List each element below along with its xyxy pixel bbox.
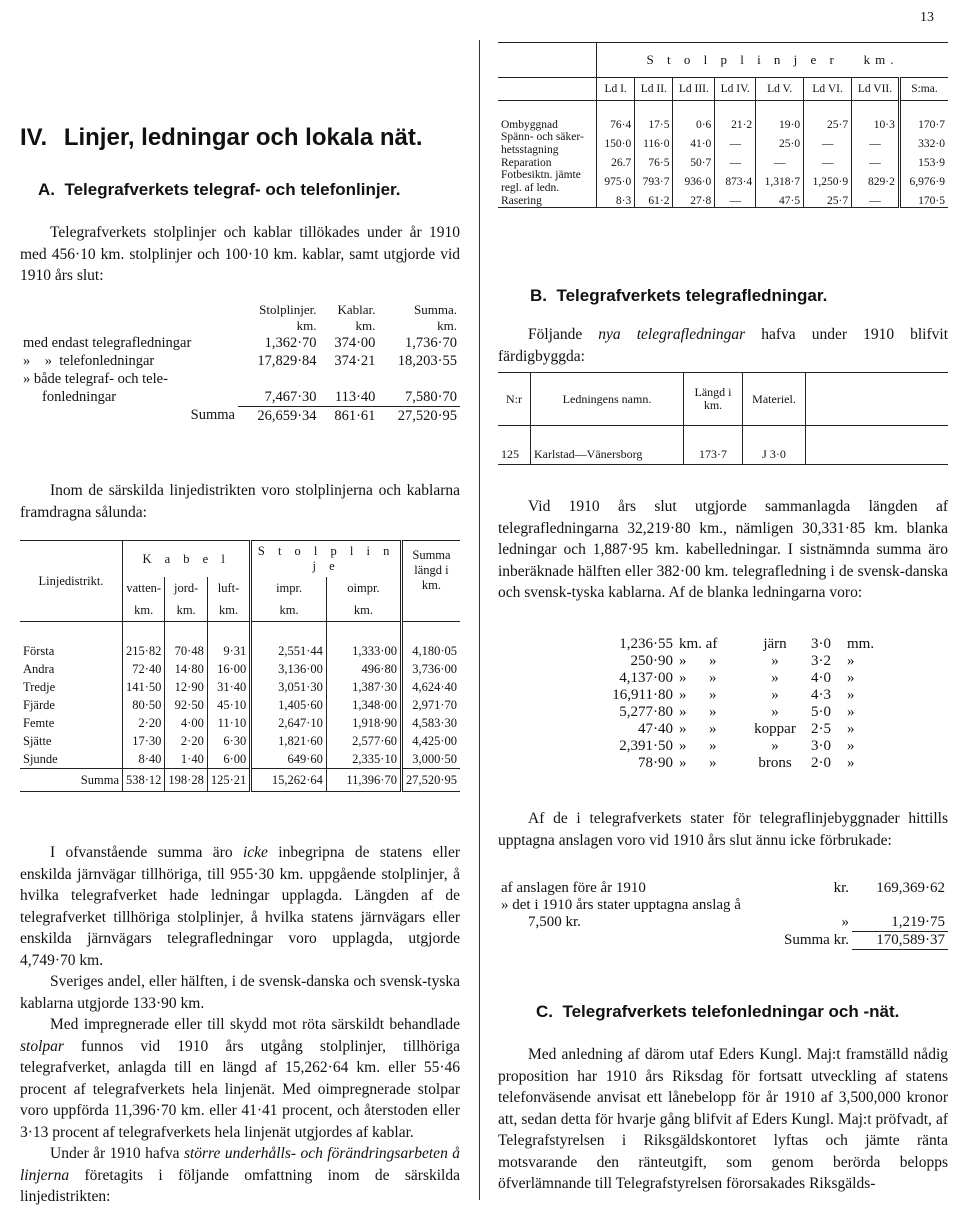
maintenance-row-label: Rasering xyxy=(501,195,542,207)
district-cell: 72·40 xyxy=(123,660,165,678)
district-cell: 2,971·70 xyxy=(401,696,460,714)
summary-table xyxy=(20,302,460,425)
wire-unit: » » xyxy=(679,704,717,720)
maintenance-cell: 793·7 xyxy=(635,169,673,195)
maintenance-cell: 27·8 xyxy=(673,195,715,208)
maintenance-cell: 116·0 xyxy=(635,131,673,157)
maintenance-cell: — xyxy=(715,131,756,157)
district-cell: 3,051·30 xyxy=(251,678,327,696)
district-cell: 80·50 xyxy=(123,696,165,714)
summary-total: 26,659·34 xyxy=(238,407,320,426)
maintenance-row-label: Ombyggnad xyxy=(501,119,558,131)
maintenance-cell: 26.7 xyxy=(597,157,635,169)
unit-header: km. xyxy=(251,599,327,622)
district-cell: 17·30 xyxy=(123,732,165,750)
district-cell: 4,624·40 xyxy=(401,678,460,696)
maintenance-cell: 19·0 xyxy=(756,119,804,131)
district-cell: 2,551·44 xyxy=(251,642,327,660)
district-name: Andra xyxy=(23,661,55,676)
district-total: 538·12 xyxy=(123,769,165,792)
wire-length: 16,911·80 xyxy=(612,687,673,703)
new-lines-cell: 173·7 xyxy=(684,444,743,465)
maintenance-table xyxy=(498,42,948,208)
district-cell: 215·82 xyxy=(123,642,165,660)
wire-unit: » » xyxy=(679,755,717,771)
wire-diameter: 3·2 xyxy=(811,653,831,669)
wire-material: » xyxy=(771,704,779,720)
district-table xyxy=(20,540,460,792)
district-total: 15,262·64 xyxy=(251,769,327,792)
grant-label: af anslagen före år 1910 xyxy=(501,880,646,896)
section-c-title: C. Telegrafverkets telefonledningar och -nät. xyxy=(536,1002,900,1021)
district-cell: 496·80 xyxy=(326,660,401,678)
maintenance-col: S:ma. xyxy=(899,78,948,101)
unit-header: km. xyxy=(207,599,250,622)
chapter-heading xyxy=(20,124,423,152)
wire-length: 47·40 xyxy=(638,721,673,737)
maintenance-cell: — xyxy=(852,131,900,157)
wire-mm: » xyxy=(847,670,855,686)
district-cell: 1,333·00 xyxy=(326,642,401,660)
new-lines-header: Ledningens namn. xyxy=(531,373,684,426)
maintenance-cell: 153·9 xyxy=(899,157,948,169)
wire-length: 5,277·80 xyxy=(619,704,673,720)
maintenance-cell: 10·3 xyxy=(852,119,900,131)
right-paragraph-2: Af de i telegrafverkets stater för telegraflinjebyggnader hittills upptagna anslagen voro vid 1910 års slut ännu icke förbrukade: xyxy=(498,810,948,849)
district-cell: 2,577·60 xyxy=(326,732,401,750)
district-cell: 2,335·10 xyxy=(326,750,401,769)
maintenance-cell: 6,976·9 xyxy=(899,169,948,195)
summary-header: Stolplinjer. xyxy=(259,302,317,317)
district-total: 11,396·70 xyxy=(326,769,401,792)
summary-total-label: Summa xyxy=(190,407,235,424)
maintenance-cell: 50·7 xyxy=(673,157,715,169)
district-cell: 16·00 xyxy=(207,660,250,678)
maintenance-cell: 41·0 xyxy=(673,131,715,157)
right-paragraph-1: Vid 1910 års slut utgjorde sammanlagda längden af telegrafledningarna 32,219·80 km., nämligen 30,331·85 km. blanka ledningar och 1,887·95 km. kabelledningar. I sistnämnda summa äro inberäknade hälften eller 382·00 km. telegrafledning i de svensk-danska och svensk-tyska kablarna. Af de blanka ledningarna voro: xyxy=(498,498,948,601)
district-name: Sjunde xyxy=(23,751,58,766)
new-lines-header: Längd i km. xyxy=(684,373,743,426)
summary-unit: km. xyxy=(437,318,457,333)
wire-mm: » xyxy=(847,687,855,703)
district-cell: 2·20 xyxy=(165,732,207,750)
district-total: 198·28 xyxy=(165,769,207,792)
maintenance-cell: 0·6 xyxy=(673,119,715,131)
column-divider xyxy=(479,40,480,1200)
kabel-group-header: K a b e l xyxy=(123,541,251,578)
maintenance-row-label: Reparation xyxy=(501,157,552,169)
district-cell: 4,180·05 xyxy=(401,642,460,660)
section-b-intro: Följande nya telegrafledningar hafva under 1910 blifvit färdigbyggda: xyxy=(498,326,948,365)
summary-cell: 374·21 xyxy=(334,352,376,369)
summa-col-header: Summa längd i km. xyxy=(401,541,460,600)
district-name: Tredje xyxy=(23,679,56,694)
wire-material: » xyxy=(771,738,779,754)
summary-cell: 18,203·55 xyxy=(397,352,457,369)
wire-material: » xyxy=(771,670,779,686)
district-cell: 6·00 xyxy=(207,750,250,769)
unit-header: km. xyxy=(165,599,207,622)
summary-total: 861·61 xyxy=(320,407,379,426)
maintenance-col: Ld I. xyxy=(597,78,635,101)
stolplinje-group-header: S t o l p l i n j e xyxy=(251,541,402,578)
summary-cell: 17,829·84 xyxy=(257,352,317,369)
maintenance-cell: 61·2 xyxy=(635,195,673,208)
maintenance-cell: 25·7 xyxy=(804,119,852,131)
paragraph: I ofvanstående summa äro icke inbegripna de statens eller enskilda järnvägar tillhöriga, till 955·30 km. uppgående stolplinjer, å hvilka telegrafverket hade ledningar upplagda. Längden af de telegrafverket tillhöriga stolplinjer, å hvilka statens järnvägars eller enskilda järnvägars telegrafledningar voro upplagda, utgjorde 4,749·70 km. xyxy=(20,844,460,969)
district-cell: 6·30 xyxy=(207,732,250,750)
section-a-title: A. Telegrafverkets telegraf- och telefonlinjer. xyxy=(38,180,401,199)
wire-mm: » xyxy=(847,653,855,669)
summary-cell: 1,362·70 xyxy=(264,334,317,351)
section-a-intro: Telegrafverkets stolplinjer och kablar tillökades under år 1910 med 456·10 km. stolplinjer och 100·10 km. kablar, samt utgjorde vid 1910 års slut: xyxy=(20,224,460,284)
wire-length: 250·90 xyxy=(630,653,673,669)
district-cell: 8·40 xyxy=(123,750,165,769)
maintenance-cell: 17·5 xyxy=(635,119,673,131)
paragraph: Med impregnerade eller till skydd mot röta särskildt behandlade stolpar funnos vid 1910 års utgång stolplinjer, tillhöriga telegrafverket, anlagda till en längd af 15,262·64 km. eller 55·46 procent af telegrafverkets hela linjenät. Med oimpregnerade stolpar voro uppförda 11,396·70 km. eller 41·41 procent, och återstoden eller 3·13 procent af telegrafverkets hela linjenät utgjordes af kablar. xyxy=(20,1016,460,1141)
maintenance-cell: 25·0 xyxy=(756,131,804,157)
wire-material: järn xyxy=(763,636,787,652)
left-body-text xyxy=(20,842,460,1208)
wire-diameter: 4·0 xyxy=(811,670,831,686)
summary-header: Summa. xyxy=(414,302,457,317)
wire-mm: » xyxy=(847,721,855,737)
maintenance-row-label: Fotbesiktn. jämte regl. af ledn. xyxy=(501,169,581,194)
district-total-label: Summa xyxy=(80,772,119,787)
wire-diameter: 4·3 xyxy=(811,687,831,703)
summary-cell: 1,736·70 xyxy=(405,334,457,351)
wire-unit: km. af xyxy=(679,636,718,652)
district-cell: 4,583·30 xyxy=(401,714,460,732)
grant-total-value: 170,589·37 xyxy=(852,932,948,950)
section-c-paragraph: Med anledning af därom utaf Eders Kungl. Maj:t framställd nådig proposition har 1910 års Riksdag för fortsatt utveckling af statens telefonväsende anvisat ett lånebelopp för år 1910 af 3,500,000 kronor att, sedan detta för hvarje gång blifvit af Eders Kungl. Maj:t pröfvadt, af Telegrafstyrelsen i Riksgäldskontoret lyftas och jämte ränta motsvarande den ränteutgift, som genom berörda belopps öfverlämnande till Telegrafstyrelsen förorsakades Riksgälds- xyxy=(498,1046,948,1192)
new-lines-header: Materiel. xyxy=(743,373,806,426)
wire-unit: » » xyxy=(679,670,717,686)
paragraph: Sveriges andel, eller hälften, i de svensk-danska och svensk-tyska kablarna utgjorde 133·90 km. xyxy=(20,973,460,1012)
summary-total: 27,520·95 xyxy=(378,407,460,426)
district-name: Femte xyxy=(23,715,55,730)
maintenance-col: Ld II. xyxy=(635,78,673,101)
district-cell: 4·00 xyxy=(165,714,207,732)
grant-currency: kr. xyxy=(833,880,849,896)
wire-length: 2,391·50 xyxy=(619,738,673,754)
maintenance-cell: 1,250·9 xyxy=(804,169,852,195)
grant-value: 1,219·75 xyxy=(891,914,945,930)
district-cell: 2·20 xyxy=(123,714,165,732)
maintenance-cell: 1,318·7 xyxy=(756,169,804,195)
maintenance-cell: — xyxy=(804,157,852,169)
district-cell: 1,348·00 xyxy=(326,696,401,714)
maintenance-col: Ld V. xyxy=(756,78,804,101)
wire-unit: » » xyxy=(679,653,717,669)
maintenance-cell: — xyxy=(756,157,804,169)
wire-mm: » xyxy=(847,738,855,754)
wire-material: brons xyxy=(758,755,792,771)
wire-unit: » » xyxy=(679,687,717,703)
summary-cell: 113·40 xyxy=(334,388,376,405)
chapter-number: IV. xyxy=(20,124,48,151)
maintenance-cell: — xyxy=(804,131,852,157)
wire-length: 4,137·00 xyxy=(619,670,673,686)
maintenance-cell: 8·3 xyxy=(597,195,635,208)
unit-header: km. xyxy=(326,599,401,622)
district-cell: 12·90 xyxy=(165,678,207,696)
maintenance-cell: 170·5 xyxy=(899,195,948,208)
summary-unit: km. xyxy=(296,318,317,333)
maintenance-cell: 975·0 xyxy=(597,169,635,195)
summary-row-label: » » telefonledningar xyxy=(23,352,155,369)
district-cell: 2,647·10 xyxy=(251,714,327,732)
sub-header: jord- xyxy=(165,577,207,599)
wire-material: » xyxy=(771,687,779,703)
wire-diameter: 3·0 xyxy=(811,738,831,754)
district-intro: Inom de särskilda linjedistrikten voro stolplinjerna och kablarna framdragna sålunda: xyxy=(20,482,460,521)
new-lines-cell: J 3·0 xyxy=(743,444,806,465)
district-cell: 3,000·50 xyxy=(401,750,460,769)
summary-header: Kablar. xyxy=(337,302,376,317)
district-cell: 45·10 xyxy=(207,696,250,714)
district-cell: 1·40 xyxy=(165,750,207,769)
section-b-title: B. Telegrafverkets telegrafledningar. xyxy=(530,286,828,305)
maintenance-cell: — xyxy=(852,157,900,169)
maintenance-cell: 332·0 xyxy=(899,131,948,157)
grant-currency: » xyxy=(841,914,849,931)
district-cell: 141·50 xyxy=(123,678,165,696)
maintenance-cell: 170·7 xyxy=(899,119,948,131)
district-cell: 1,387·30 xyxy=(326,678,401,696)
maintenance-cell: — xyxy=(715,157,756,169)
maintenance-group-header: S t o l p l i n j e r km. xyxy=(597,43,949,78)
wire-mm: » xyxy=(847,755,855,771)
grant-label: » det i 1910 års stater upptagna anslag å xyxy=(501,897,741,913)
district-cell: 9·31 xyxy=(207,642,250,660)
district-cell: 3,736·00 xyxy=(401,660,460,678)
district-total: 27,520·95 xyxy=(401,769,460,792)
wire-diameter: 5·0 xyxy=(811,704,831,720)
maintenance-col: Ld IV. xyxy=(715,78,756,101)
wire-unit: » » xyxy=(679,738,717,754)
maintenance-cell: 76·4 xyxy=(597,119,635,131)
sub-header: vatten- xyxy=(123,577,165,599)
district-cell: 649·60 xyxy=(251,750,327,769)
district-cell: 1,405·60 xyxy=(251,696,327,714)
maintenance-col: Ld VII. xyxy=(852,78,900,101)
maintenance-col: Ld VI. xyxy=(804,78,852,101)
district-total: 125·21 xyxy=(207,769,250,792)
summary-unit: km. xyxy=(355,318,376,333)
wire-length: 78·90 xyxy=(638,755,673,771)
maintenance-cell: 150·0 xyxy=(597,131,635,157)
wire-mm: » xyxy=(847,704,855,720)
district-cell: 92·50 xyxy=(165,696,207,714)
district-cell: 1,918·90 xyxy=(326,714,401,732)
grant-total-label: Summa kr. xyxy=(783,932,849,948)
maintenance-cell: 76·5 xyxy=(635,157,673,169)
district-cell: 3,136·00 xyxy=(251,660,327,678)
district-col-header: Linjedistrikt. xyxy=(20,541,123,622)
grant-value: 169,369·62 xyxy=(876,880,945,896)
wire-unit: » » xyxy=(679,721,717,737)
sub-header: oimpr. xyxy=(326,577,401,599)
new-lines-cell: Karlstad—Vänersborg xyxy=(531,444,684,465)
maintenance-cell: 829·2 xyxy=(852,169,900,195)
summary-cell: 7,580·70 xyxy=(405,388,457,405)
summary-row-label: med endast telegrafledningar xyxy=(23,334,192,351)
summary-row-label: » både telegraf- och tele- xyxy=(23,370,168,387)
sub-header: luft- xyxy=(207,577,250,599)
wire-mm: mm. xyxy=(847,636,875,652)
wire-diameter: 2·0 xyxy=(811,755,831,771)
page-number: 13 xyxy=(920,10,934,25)
summary-cell: 374·00 xyxy=(334,334,376,351)
sub-header: impr. xyxy=(251,577,327,599)
wire-table xyxy=(580,636,877,772)
wire-material: » xyxy=(771,653,779,669)
maintenance-row-label: Spänn- och säker-hetsstagning xyxy=(501,131,584,156)
wire-diameter: 2·5 xyxy=(811,721,831,737)
maintenance-cell: 873·4 xyxy=(715,169,756,195)
wire-length: 1,236·55 xyxy=(619,636,673,652)
maintenance-cell: — xyxy=(852,195,900,208)
maintenance-cell: — xyxy=(715,195,756,208)
chapter-title: Linjer, ledningar och lokala nät. xyxy=(63,124,423,151)
district-cell: 14·80 xyxy=(165,660,207,678)
district-cell: 70·48 xyxy=(165,642,207,660)
summary-row-label: fonledningar xyxy=(42,388,117,405)
district-name: Fjärde xyxy=(23,697,55,712)
maintenance-cell: 21·2 xyxy=(715,119,756,131)
maintenance-cell: 936·0 xyxy=(673,169,715,195)
new-lines-header: N:r xyxy=(506,391,522,406)
district-cell: 11·10 xyxy=(207,714,250,732)
wire-diameter: 3·0 xyxy=(811,636,831,652)
grants-table xyxy=(498,880,948,950)
paragraph: Under år 1910 hafva större underhålls- och förändringsarbeten å linjerna företagits i följande omfattning inom de särskilda linjedistrikten: xyxy=(20,1145,460,1205)
maintenance-col: Ld III. xyxy=(673,78,715,101)
maintenance-cell: 47·5 xyxy=(756,195,804,208)
district-cell: 4,425·00 xyxy=(401,732,460,750)
new-lines-cell: 125 xyxy=(501,446,519,461)
unit-header: km. xyxy=(123,599,165,622)
district-name: Sjätte xyxy=(23,733,52,748)
district-name: Första xyxy=(23,643,55,658)
summary-cell: 7,467·30 xyxy=(264,388,317,405)
district-cell: 31·40 xyxy=(207,678,250,696)
wire-material: koppar xyxy=(754,721,796,737)
grant-label: 7,500 kr. xyxy=(528,914,581,931)
district-cell: 1,821·60 xyxy=(251,732,327,750)
maintenance-cell: 25·7 xyxy=(804,195,852,208)
new-lines-table xyxy=(498,372,948,465)
